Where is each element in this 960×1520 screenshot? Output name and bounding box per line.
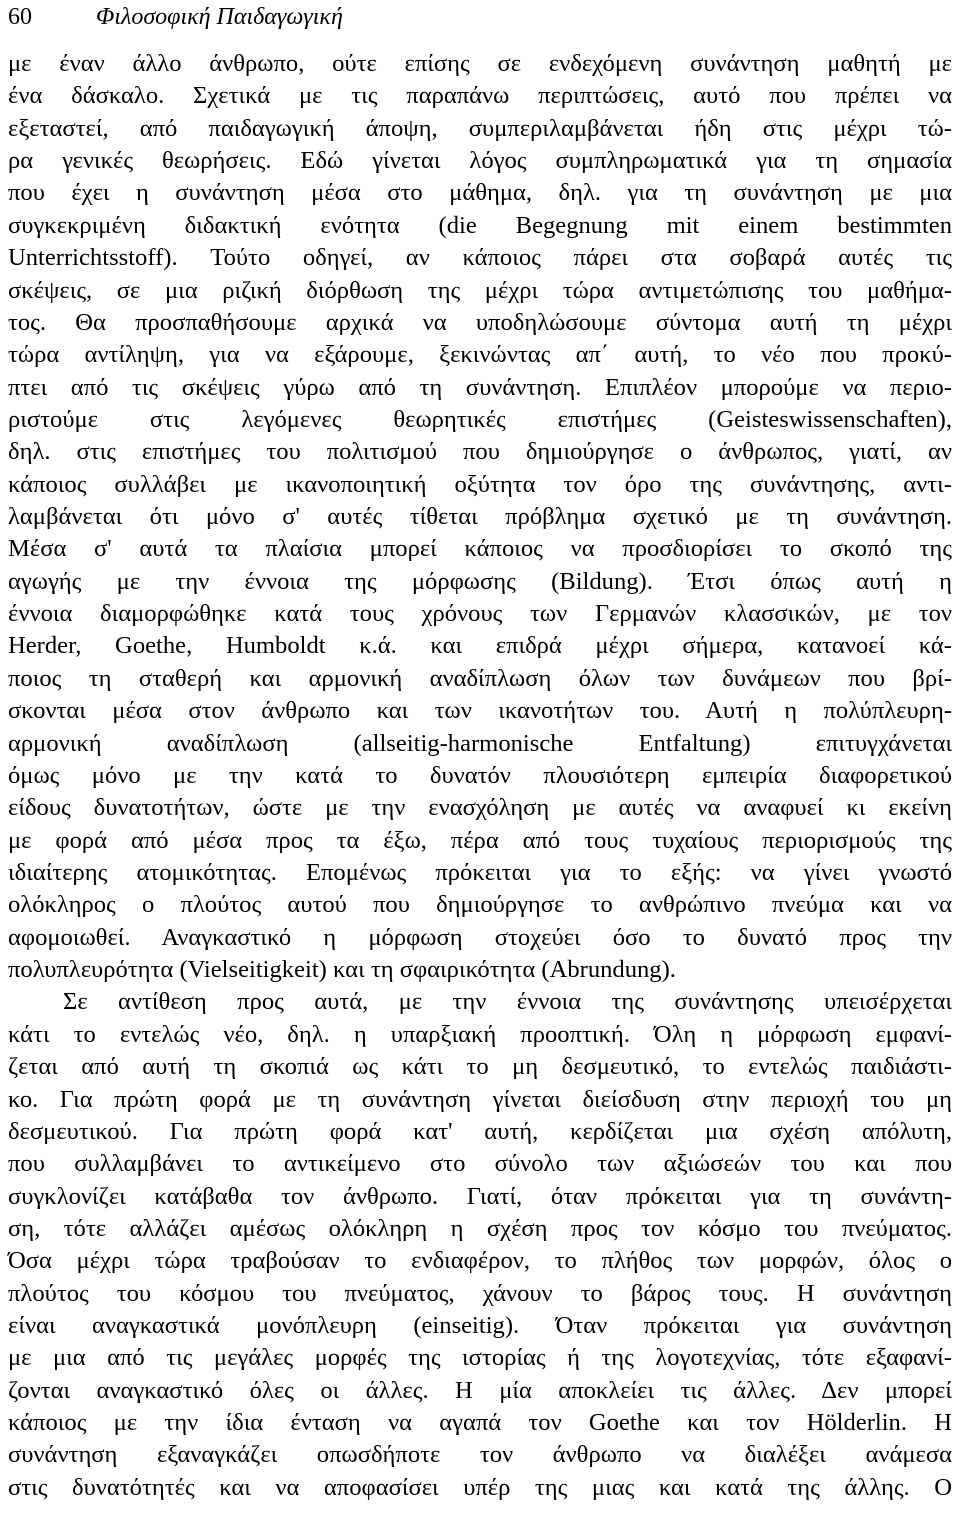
text-line: τώρα αντίληψη, για να εξάρουμε, ξεκινώντας απ΄ αυτή, το νέο που προκύ-	[8, 341, 952, 369]
text-line: ζεται από αυτή τη σκοπιά ως κάτι το μη δεσμευτικό, το εντελώς παιδιάστι-	[8, 1053, 952, 1081]
text-line: είναι αναγκαστικά μονόπλευρη (einseitig). Όταν πρόκειται για συνάντηση	[8, 1312, 952, 1340]
text-line: σκέψεις, σε μια ριζική διόρθωση της μέχρι τώρα αντιμετώπισης του μαθήμα-	[8, 276, 952, 304]
text-line: όμως μόνο με την κατά το δυνατόν πλουσιότερη εμπειρία διαφορετικού	[8, 761, 952, 789]
text-line: πλούτος του κόσμου του πνεύματος, χάνουν το βάρος τους. Η συνάντηση	[8, 1279, 952, 1307]
page-header	[8, 0, 343, 34]
text-line: αφομοιωθεί. Αναγκαστικό η μόρφωση στοχεύει όσο το δυνατό προς την	[8, 923, 952, 951]
text-line: Herder, Goethe, Humboldt κ.ά. και επιδρά μέχρι σήμερα, κατανοεί κά-	[8, 632, 952, 660]
text-line: πτει από τις σκέψεις γύρω από τη συνάντηση. Επιπλέον μπορούμε να περιο-	[8, 373, 952, 401]
text-line: ένα δάσκαλο. Σχετικά με τις παραπάνω περιπτώσεις, αυτό που πρέπει να	[8, 82, 952, 110]
text-line: έννοια διαμορφώθηκε κατά τους χρόνους των Γερμανών κλασσικών, με τον	[8, 600, 952, 628]
text-line: κάτι το εντελώς νέο, δηλ. η υπαρξιακή προοπτική. Όλη η μόρφωση εμφανί-	[8, 1020, 952, 1048]
text-line: Unterrichtsstoff). Τούτο οδηγεί, αν κάποιος πάρει στα σοβαρά αυτές τις	[8, 244, 952, 272]
text-line: που συλλαμβάνει το αντικείμενο στο σύνολο των αξιώσεών του και που	[8, 1150, 952, 1178]
running-title: Φιλοσοφική Παιδαγωγική	[96, 4, 343, 30]
text-line: συνάντηση εξαναγκάζει οπωσδήποτε τον άνθρωπο να διαλέξει ανάμεσα	[8, 1441, 952, 1469]
text-line: κο. Για πρώτη φορά με τη συνάντηση γίνεται διείσδυση στην περιοχή του μη	[8, 1085, 952, 1113]
text-line: ριστούμε στις λεγόμενες θεωρητικές επιστήμες (Geisteswissenschaften),	[8, 405, 952, 433]
text-line: ιδιαίτερης ατομικότητας. Επομένως πρόκειται για το εξής: να γίνει γνωστό	[8, 858, 952, 886]
text-line: ση, τότε αλλάζει αμέσως ολόκληρη η σχέση προς τον κόσμο του πνεύματος.	[8, 1214, 952, 1242]
text-line: που έχει η συνάντηση μέσα στο μάθημα, δηλ. για τη συνάντηση με μια	[8, 179, 952, 207]
page-number: 60	[8, 4, 32, 30]
text-line: Όσα μέχρι τώρα τραβούσαν το ενδιαφέρον, το πλήθος των μορφών, όλος ο	[8, 1247, 952, 1275]
text-line: τος. Θα προσπαθήσουμε αρχικά να υποδηλώσουμε σύντομα αυτή τη μέχρι	[8, 308, 952, 336]
text-line: δεσμευτικού. Για πρώτη φορά κατ' αυτή, κερδίζεται μια σχέση απόλυτη,	[8, 1117, 952, 1145]
text-line: πολυπλευρότητα (Vielseitigkeit) και τη σφαιρικότητα (Abrundung).	[8, 956, 676, 984]
text-line: λαμβάνεται ότι μόνο σ' αυτές τίθεται πρόβλημα σχετικό με τη συνάντηση.	[8, 503, 952, 531]
text-line: ρα γενικές θεωρήσεις. Εδώ γίνεται λόγος συμπληρωματικά για τη σημασία	[8, 147, 952, 175]
body-text	[8, 48, 952, 1504]
text-line: δηλ. στις επιστήμες του πολιτισμού που δημιούργησε ο άνθρωπος, γιατί, αν	[8, 438, 952, 466]
text-line: με φορά από μέσα προς τα έξω, πέρα από τους τυχαίους περιορισμούς της	[8, 826, 952, 854]
text-line: εξεταστεί, από παιδαγωγική άποψη, συμπεριλαμβάνεται ήδη στις μέχρι τώ-	[8, 114, 952, 142]
text-line: κάποιος συλλάβει με ικανοποιητική οξύτητα τον όρο της συνάντησης, αντι-	[8, 470, 952, 498]
text-line: συγκεκριμένη διδακτική ενότητα (die Begegnung mit einem bestimmten	[8, 211, 952, 239]
text-line: ποιος τη σταθερή και αρμονική αναδίπλωση όλων των δυνάμεων που βρί-	[8, 664, 952, 692]
text-line: στις δυνατότητές και να αποφασίσει υπέρ της μιας και κατά της άλλης. Ο	[8, 1473, 952, 1501]
text-line: αρμονική αναδίπλωση (allseitig-harmonische Entfaltung) επιτυγχάνεται	[8, 729, 952, 757]
text-line: Σε αντίθεση προς αυτά, με την έννοια της συνάντησης υπεισέρχεται	[63, 988, 952, 1016]
text-line: Μέσα σ' αυτά τα πλαίσια μπορεί κάποιος να προσδιορίσει το σκοπό της	[8, 535, 952, 563]
text-line: είδους δυνατοτήτων, ώστε με την ενασχόληση με αυτές να αναφυεί κι εκείνη	[8, 794, 952, 822]
text-line: ζονται αναγκαστικό όλες οι άλλες. Η μία αποκλείει τις άλλες. Δεν μπορεί	[8, 1376, 952, 1404]
text-line: συγκλονίζει κατάβαθα τον άνθρωπο. Γιατί, όταν πρόκειται για τη συνάντη-	[8, 1182, 952, 1210]
text-line: ολόκληρος ο πλούτος αυτού που δημιούργησε το ανθρώπινο πνεύμα και να	[8, 891, 952, 919]
text-line: με έναν άλλο άνθρωπο, ούτε επίσης σε ενδεχόμενη συνάντηση μαθητή με	[8, 50, 952, 77]
text-line: με μια από τις μεγάλες μορφές της ιστορίας ή της λογοτεχνίας, τότε εξαφανί-	[8, 1344, 952, 1372]
text-line: αγωγής με την έννοια της μόρφωσης (Bildung). Έτσι όπως αυτή η	[8, 567, 952, 595]
text-line: κάποιος με την ίδια ένταση να αγαπά τον Goethe και τον Hölderlin. Η	[8, 1409, 952, 1437]
text-line: σκονται μέσα στον άνθρωπο και των ικανοτήτων του. Αυτή η πολύπλευρη-	[8, 697, 952, 725]
